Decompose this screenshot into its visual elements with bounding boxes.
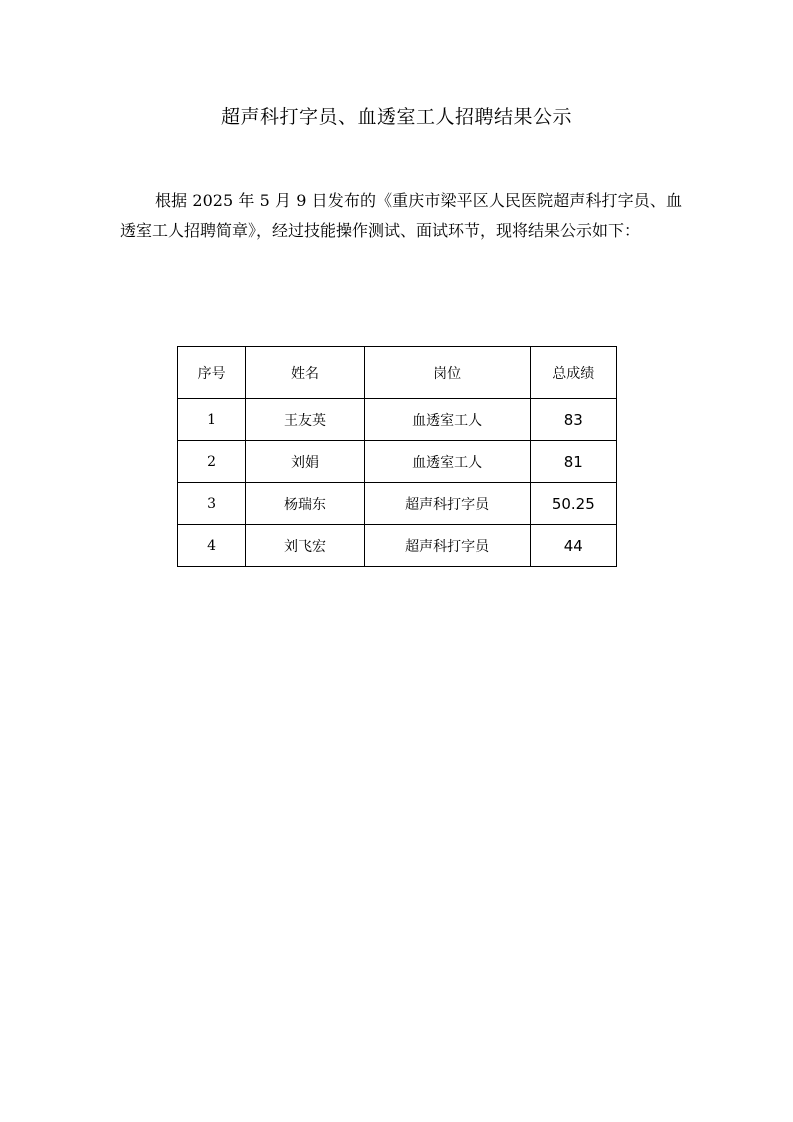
row-score: 83 bbox=[530, 399, 616, 441]
results-table bbox=[177, 346, 617, 567]
row-name: 王友英 bbox=[246, 399, 365, 441]
table-row bbox=[178, 441, 617, 483]
table-header-row bbox=[178, 347, 617, 399]
header-name: 姓名 bbox=[246, 347, 365, 399]
row-number: 4 bbox=[178, 525, 246, 567]
row-post: 超声科打字员 bbox=[364, 483, 530, 525]
header-number: 序号 bbox=[178, 347, 246, 399]
table-row bbox=[178, 399, 617, 441]
table-row bbox=[178, 525, 617, 567]
row-post: 血透室工人 bbox=[364, 399, 530, 441]
row-number: 3 bbox=[178, 483, 246, 525]
row-post: 血透室工人 bbox=[364, 441, 530, 483]
header-total-score: 总成绩 bbox=[530, 347, 616, 399]
row-score: 50.25 bbox=[530, 483, 616, 525]
announcement-paragraph: 根据 2025 年 5 月 9 日发布的《重庆市梁平区人民医院超声科打字员、血透室工人招聘简章》，经过技能操作测试、面试环节，现将结果公示如下： bbox=[120, 191, 682, 240]
row-score: 81 bbox=[530, 441, 616, 483]
row-score: 44 bbox=[530, 525, 616, 567]
row-number: 1 bbox=[178, 399, 246, 441]
table-row bbox=[178, 483, 617, 525]
row-post: 超声科打字员 bbox=[364, 525, 530, 567]
row-name: 刘飞宏 bbox=[246, 525, 365, 567]
row-number: 2 bbox=[178, 441, 246, 483]
row-name: 杨瑞东 bbox=[246, 483, 365, 525]
header-post: 岗位 bbox=[364, 347, 530, 399]
page-title: 超声科打字员、血透室工人招聘结果公示 bbox=[220, 106, 572, 128]
row-name: 刘娟 bbox=[246, 441, 365, 483]
